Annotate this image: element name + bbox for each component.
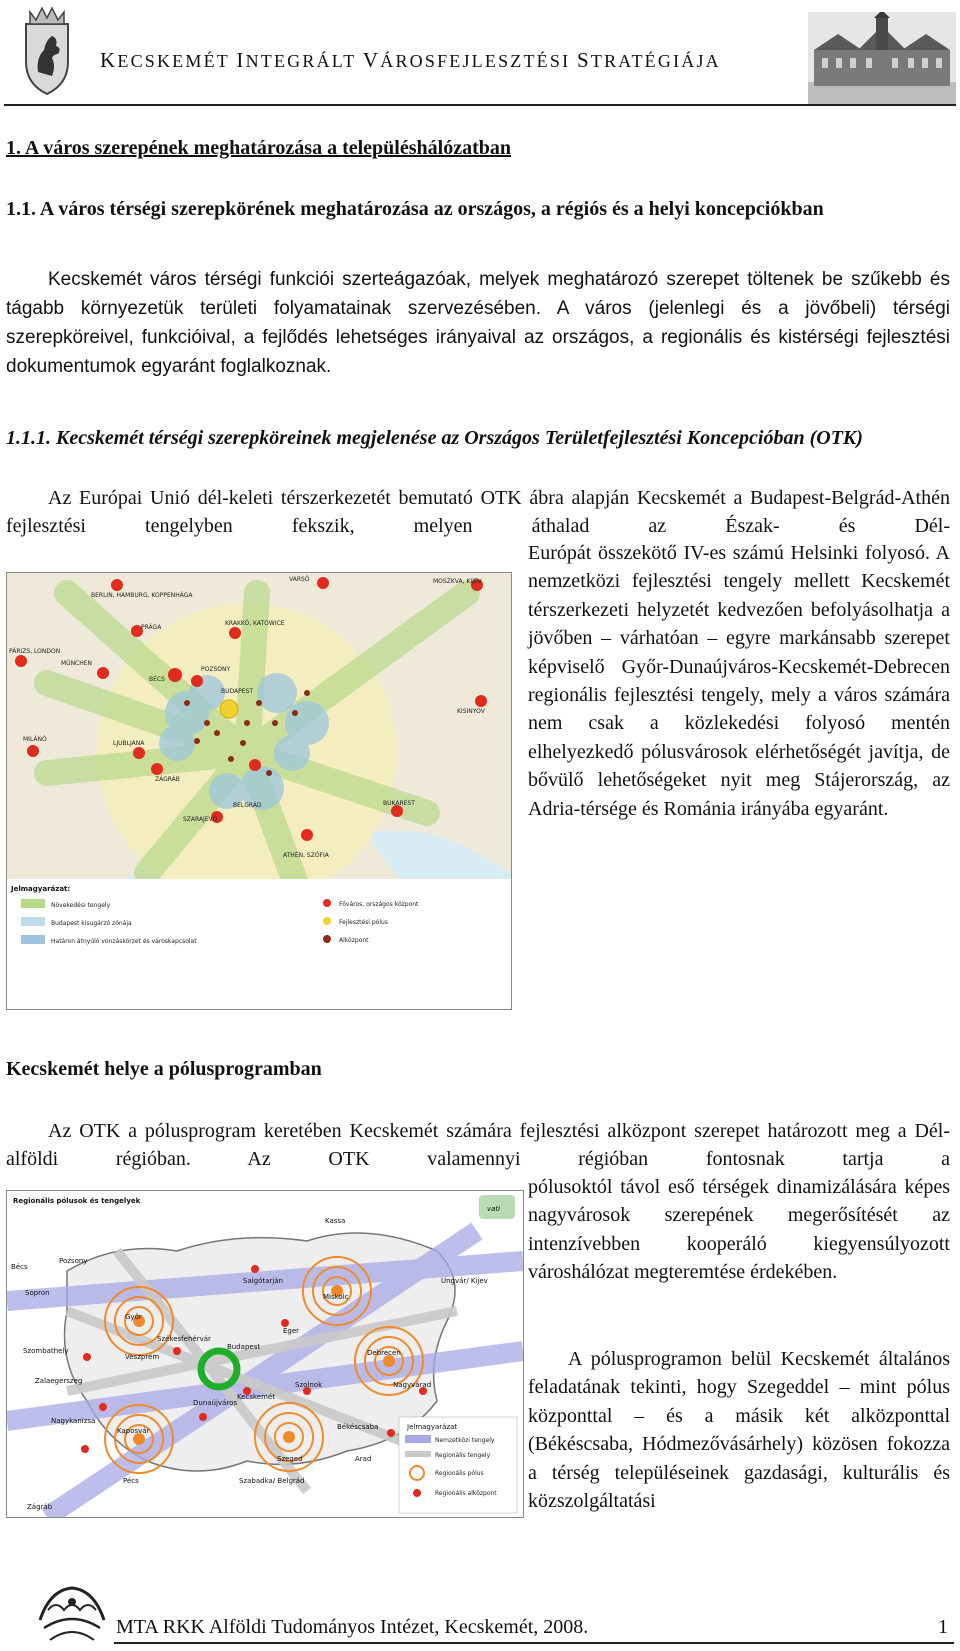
map2-legend-label: Regionális pólus (435, 1470, 484, 1477)
map1-city-label: KISINYOV (457, 708, 485, 715)
map1-legend-swatch (21, 899, 45, 908)
map2-city-label: Sopron (25, 1289, 50, 1297)
map2-city-label: Szombathely (23, 1347, 69, 1355)
map2-city-label: Debrecen (367, 1349, 401, 1357)
map2-city-label: Pécs (123, 1477, 139, 1485)
map2-legend-label: Nemzetközi tengely (435, 1437, 495, 1444)
map2-legend-title: Jelmagyarázat (407, 1423, 458, 1431)
map1-legend-label: Fejlesztési pólus (339, 919, 388, 926)
map1-city-label: SZARAJEVÓ (183, 816, 218, 823)
map2-city-label: Zágráb (27, 1503, 53, 1511)
map1-city-label: MOSZKVA, KIJEV (433, 578, 482, 585)
map2-title: Regionális pólusok és tengelyek (13, 1197, 141, 1205)
map1-legend-title: Jelmagyarázat: (11, 885, 71, 893)
map1-city-label: ATHÉN, SZÓFIA (283, 852, 329, 859)
polusprogram-paragraph-tail: valamennyi régióban fontosnak tartja a (427, 1148, 951, 1170)
map1-city-label: KRAKKÓ, KATOWICE (225, 620, 285, 627)
map1-legend-label: Budapest kisugárzó zónája (51, 920, 132, 927)
section-1-1-paragraph: Kecskemét város térségi funkciói szerteágazóak, melyek meghatározó szerepet töltenek be szűkebb és tágabb környezetük területi folyamatainak szervezésében. A város (jelenlegi és a jövőbeli) térségi szerepköreivel, funkcióival, a fejlődés lehetséges irányaival az országos, a regionális és kistérségi fejlesztési dokumentumok egyaránt foglalkoznak. (6, 269, 950, 377)
mta-rkk-logo-icon (30, 1580, 114, 1648)
map2-city-label: Székesfehérvár (157, 1335, 211, 1343)
map1-legend-label: Alközpont (339, 937, 369, 944)
map1-city-label: BUDAPEST (221, 688, 254, 695)
map2-city-label: Nagyvárad (393, 1381, 432, 1389)
polusprogram-paragraph-side-2: A pólusprogramon belül Kecskemét általános feladatának tekinti, hogy Szegeddel – mint pólus központtal – és a másik két alközponttal (Békéscsaba, Hódmezővásárhely) közösen fokozza a térség településeinek gazdasági, kulturális és közszolgáltatási (528, 1348, 950, 1513)
map1-city-label: MÜNCHEN (61, 660, 93, 667)
header-word-2: INTEGRÁLT (236, 48, 357, 72)
map1-city-label: PRÁGA (141, 624, 162, 631)
header-word-1: KECSKEMÉT (100, 48, 230, 72)
map2-legend-swatch (405, 1451, 431, 1457)
map2-city-label: Győr (125, 1313, 142, 1321)
section-1-1-heading: 1.1. A város térségi szerepkörének meghatározása az országos, a régiós és a helyi koncepciókban (6, 198, 824, 220)
map2-legend-swatch (413, 1489, 421, 1497)
header-word-3: VÁROSFEJLESZTÉSI (362, 48, 571, 72)
map1-city-label: PÁRIZS, LONDON (9, 648, 61, 655)
map1-city-label: MILÁNÓ (23, 736, 47, 743)
kecskemet-crest-icon (16, 2, 78, 98)
map2-city-label: Szabadka/ Belgrád (239, 1477, 305, 1485)
map2-city-label: Pozsony (59, 1257, 88, 1265)
section-1-heading: 1. A város szerepének meghatározása a településhálózatban (6, 137, 511, 159)
map1-city-label: VARSÓ (289, 576, 310, 583)
map2-city-label: Bécs (11, 1263, 28, 1271)
regional-poles-map (6, 1190, 524, 1518)
map1-city-label: LJUBLJANA (113, 740, 145, 747)
map1-city-label: BERLIN, HAMBURG, KOPPENHÁGA (91, 592, 193, 599)
map1-legend-swatch (21, 917, 45, 926)
polusprogram-heading: Kecskemét helye a pólusprogramban (6, 1058, 322, 1080)
map2-city-label: Salgótarján (243, 1277, 283, 1285)
footer-page-number: 1 (938, 1616, 948, 1638)
polusprogram-paragraph-full (6, 1117, 950, 1173)
map1-legend-label: Határon átnyúló vonzáskörzet és városkapcsolat (51, 938, 197, 945)
map2-city-label: Veszprém (125, 1353, 160, 1361)
map2-city-label: Kaposvár (117, 1427, 150, 1435)
map1-legend-label: Főváros, országos központ (339, 901, 419, 908)
polusprogram-paragraph-start: Az OTK a pólusprogram keretében Kecskemét számára fejlesztési alközpont szerepet határozott meg a Dél-alföldi régióban. Az OTK (6, 1120, 950, 1170)
header-word-4: STRATÉGIÁJA (576, 48, 721, 72)
map2-city-label: Nagykanizsa (51, 1417, 96, 1425)
map1-legend-swatch (21, 935, 45, 944)
header-title (100, 48, 721, 73)
map2-city-label: Budapest (227, 1343, 261, 1351)
map1-legend-swatch (323, 899, 331, 907)
map1-legend-swatch (323, 917, 331, 925)
otk-eu-structure-map (6, 572, 512, 1010)
map1-city-label: BÉCS (149, 676, 165, 683)
map1-city-label: ZÁGRÁB (155, 776, 180, 783)
map2-city-label: Miskolc (323, 1293, 349, 1301)
footer-rule (114, 1642, 954, 1644)
map2-city-label: Kecskemét (237, 1393, 276, 1401)
map1-city-label: BUKAREST (383, 800, 415, 807)
map2-city-label: Békéscsaba (337, 1423, 379, 1431)
polusprogram-paragraph-side: pólusoktól távol eső térségek dinamizálására képes nagyvárosok szerepének megerősítését az intenzívebben kooperáló kiegyensúlyozott városhálózat megteremtése érdekében. (528, 1176, 950, 1284)
map2-city-label: Kassa (325, 1217, 346, 1225)
map1-city-label: POZSONY (201, 666, 231, 673)
section-1-1-1-heading: 1.1.1. Kecskemét térségi szerepköreinek megjelenése az Országos Területfejlesztési Koncepcióban (OTK) (6, 427, 863, 449)
map2-city-label: Dunaújváros (193, 1399, 238, 1407)
header-rule (4, 104, 956, 106)
map2-city-label: Eger (283, 1327, 300, 1335)
map1-legend-swatch (323, 935, 331, 943)
map2-city-label: Arad (355, 1455, 372, 1463)
otk-paragraph-side: Európát összekötő IV-es számú Helsinki folyosó. A nemzetközi fejlesztési tengely mellett Kecskemét térszerkezeti helyzetét kedvezően befolyásolhatja a jövőben – várhatóan – egyre markánsabb szerepet képviselő Győr-Dunaújváros-Kecskemét-Debrecen regionális fejlesztési tengely, mely a város számára nem csak a közlekedési folyosó mentén elhelyezkedő pólusvárosok elérhetőségét javítja, de bővülő lehetőségeket nyit meg Stájerország, az Adria-térsége és Románia irányába egyaránt. (528, 542, 950, 820)
city-hall-photo (808, 12, 956, 104)
map2-city-label: Szolnok (295, 1381, 323, 1389)
footer-institute: MTA RKK Alföldi Tudományos Intézet, Kecskemét, 2008. (116, 1616, 589, 1638)
map2-city-label: Zalaegerszeg (35, 1377, 83, 1385)
otk-paragraph-full: Az Európai Unió dél-keleti térszerkezetét bemutató OTK ábra alapján Kecskemét a Budapest-Belgrád-Athén fejlesztési tengelyben fekszik, melyen áthalad az Észak- és Dél- (6, 487, 950, 537)
map2-legend-swatch (405, 1435, 431, 1443)
vati-logo-text: vati (487, 1205, 501, 1213)
map1-city-label: BELGRÁD (233, 802, 262, 809)
map2-legend-label: Regionális tengely (435, 1452, 491, 1459)
map2-city-label: Ungvár/ Kijev (441, 1277, 488, 1285)
map2-city-label: Szeged (277, 1455, 303, 1463)
map1-legend-label: Növekedési tengely (51, 902, 111, 909)
map2-legend-label: Regionális alközpont (435, 1490, 497, 1497)
